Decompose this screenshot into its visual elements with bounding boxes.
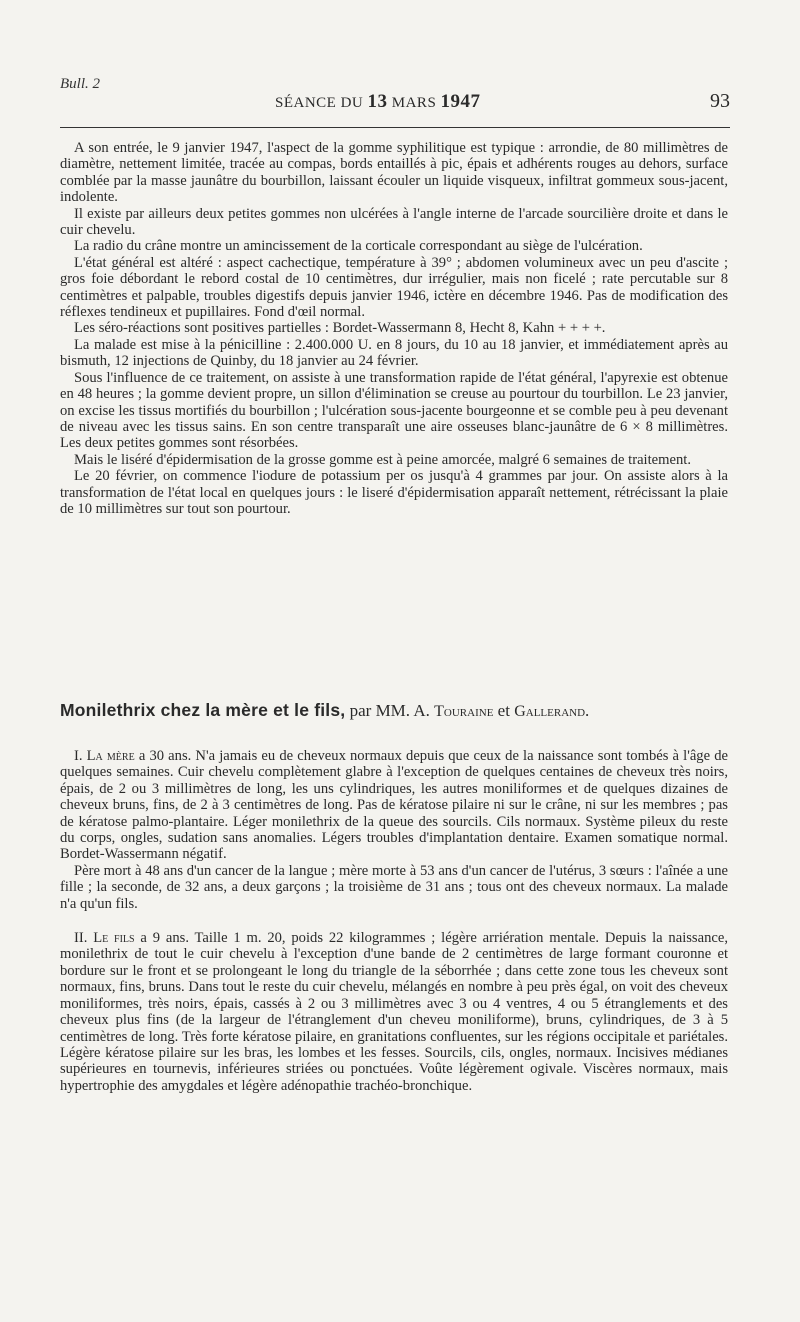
title-prefix: SÉANCE DU xyxy=(275,95,364,111)
paragraph-text: a 9 ans. Taille 1 m. 20, poids 22 kilogrammes ; légère arriération mentale. Depuis la naissance, monilethrix de tout le cuir chevelu à l'exception d'une bande de 2 centimètres de large formant couronne et bordure sur le front et se prolongeant le long du triangle de la séborrhée ; dans cette zone tous les cheveux sont normaux, fins, bruns. Dans tout le reste du cuir chevelu, mélangés en nombre à peu près égal, on voit des cheveux moniliformes, très noirs, épais, cassés à 2 ou 3 millimètres avec 3 ou 4 ventres, 4 ou 5 étranglements et des cheveux plus fins (de la largeur de l'étranglement d'un cheveu moniliforme), bruns, cylindriques, de 3 à 5 centimètres de long. Très forte kératose pilaire, en granitations confluentes, sur les régions occipitale et pariétales. Légère kératose pilaire sur les bras, les lombes et les fesses. Sourcils, cils, ongles, normaux. Incisives médianes supérieures en tournevis, inférieures striées ou ponctuées. Voûte légèrement ogivale. Viscères normaux, mais hypertrophie des amygdales et légère adénopathie trachéo-bronchique. xyxy=(60,930,728,1094)
section-lead-mother: I. La mère xyxy=(74,748,135,764)
paragraph: Sous l'influence de ce traitement, on assiste à une transformation rapide de l'état général, l'apyrexie est obtenue en 48 heures ; la gomme devient propre, un sillon d'élimination se creuse au pourtour du tourbillon. Le 23 janvier, on excise les tissus mortifiés du bourbillon ; l'ulcération sous-jacente bourgeonne et se comble peu à peu devenant de niveau avec les tissus sains. En son centre transparaît une aire osseuses blanc-jaunâtre de 6 × 8 millimètres. Les deux petites gommes sont résorbées. xyxy=(60,369,728,452)
article-title: Monilethrix chez la mère et le fils, xyxy=(60,700,346,720)
paragraph: L'état général est altéré : aspect cachectique, température à 39° ; abdomen volumineux avec un peu d'ascite ; gros foie débordant le rebord costal de 10 centimètres, dur irrégulier, mais non ficelé ; rate percutable sur 8 centimètres et palpable, troubles digestifs depuis janvier 1946, ictère en décembre 1946. Pas de modification des réflexes tendineux et pupillaires. Fond d'œil normal. xyxy=(60,254,728,321)
paragraph: Il existe par ailleurs deux petites gommes non ulcérées à l'angle interne de l'arcade sourcilière droite et dans le cuir chevelu. xyxy=(60,205,728,239)
running-head: Bull. 2 xyxy=(60,76,100,92)
paragraph-family: Père mort à 48 ans d'un cancer de la langue ; mère morte à 53 ans d'un cancer de l'utérus, 3 sœurs : l'aînée a une fille ; la seconde, de 32 ans, a deux garçons ; la troisième de 31 ans ; tous ont des cheveux normaux. La malade n'a qu'un fils. xyxy=(60,862,728,912)
byline-and: et xyxy=(497,701,510,720)
paragraph-text: a 30 ans. N'a jamais eu de cheveux normaux depuis que ceux de la naissance sont tombés à l'âge de quelques semaines. Cuir chevelu complètement glabre à l'exception de quelques centaines de cheveux très noirs, épais, de 2 ou 3 millimètres de long, les uns cylindriques, les autres moniliformes et de quelques dizaines de cheveux bruns, fins, de 2 à 3 centimètres de long. Pas de kératose pilaire ni sur le crâne, ni sur les membres ; pas de kératose palmo-plantaire. Léger monilethrix de la queue des sourcils. Cils normaux. Système pileux du reste du corps, ongles, sudation sans anomalies. Légers troubles d'implantation dentaire. Examen somatique normal. Bordet-Wassermann négatif. xyxy=(60,748,728,863)
page-number: 93 xyxy=(710,90,730,112)
title-year: 1947 xyxy=(440,91,481,112)
paragraph: La malade est mise à la pénicilline : 2.400.000 U. en 8 jours, du 10 au 18 janvier, et immédiatement après au bismuth, 12 injections de Quinby, du 18 janvier au 24 février. xyxy=(60,336,728,370)
title-month: MARS xyxy=(391,95,437,111)
header-rule xyxy=(60,127,730,128)
author-touraine: Touraine xyxy=(434,703,494,720)
article-byline-prefix: par MM. A. xyxy=(349,701,430,720)
paragraph-son xyxy=(60,930,728,1094)
author-gallerand: Gallerand xyxy=(514,703,586,720)
byline-end: . xyxy=(585,701,590,720)
article-body xyxy=(60,748,728,1094)
paragraph: A son entrée, le 9 janvier 1947, l'aspect de la gomme syphilitique est typique : arrondie, de 80 millimètres de diamètre, nettement limitée, tracée au compas, bords entaillés à pic, épais et adhérents rouges au dehors, surface comblée par la masse jaunâtre du bourbillon, laissant écouler un liquide visqueux, infiltrat gommeux sous-jacent, indolente. xyxy=(60,140,728,206)
paragraph: Les séro-réactions sont positives partielles : Bordet-Wassermann 8, Hecht 8, Kahn + + + +. xyxy=(74,320,606,337)
paragraph: Le 20 février, on commence l'iodure de potassium per os jusqu'à 4 grammes par jour. On assiste alors à la transformation de l'état local en quelques jours : le liseré d'épidermisation apparaît nettement, rétrécissant la plaie de 10 millimètres sur tout son pourtour. xyxy=(60,468,728,517)
article-heading xyxy=(60,700,740,721)
case-continuation xyxy=(60,140,728,517)
paragraph-mother xyxy=(60,748,728,863)
section-lead-son: II. Le fils xyxy=(74,930,135,947)
title-day: 13 xyxy=(367,91,388,112)
session-title xyxy=(275,91,481,113)
paragraph: Mais le liséré d'épidermisation de la grosse gomme est à peine amorcée, malgré 6 semaines de traitement. xyxy=(74,451,691,468)
page-header xyxy=(60,90,730,113)
paragraph: La radio du crâne montre un amincissement de la corticale correspondant au siège de l'ulcération. xyxy=(74,238,643,255)
